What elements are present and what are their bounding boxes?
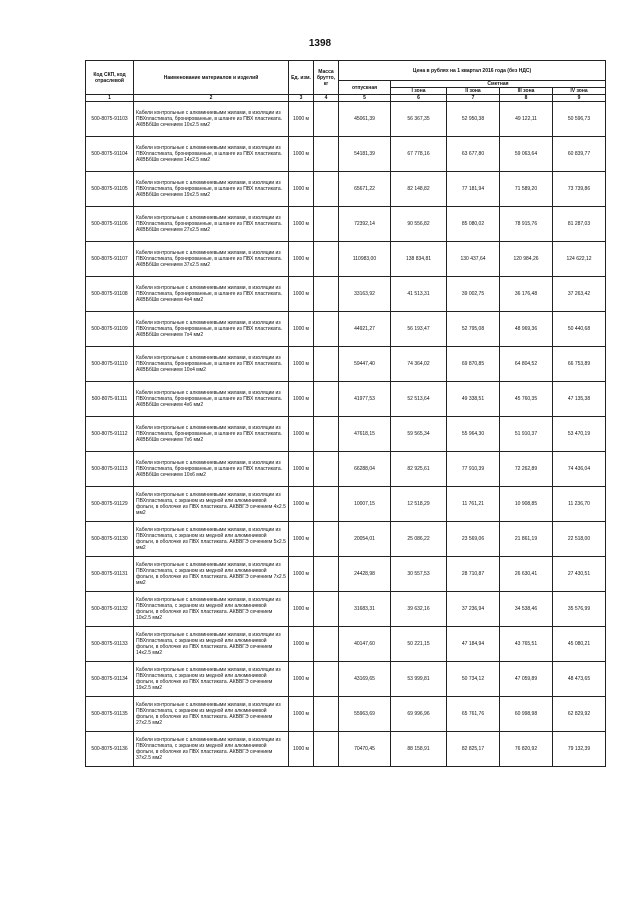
zone-4-price: 62 829,92 <box>553 697 606 732</box>
item-code: 500-8075-91132 <box>86 592 134 627</box>
item-code: 500-8075-91108 <box>86 277 134 312</box>
zone-2-price: 28 710,87 <box>447 557 500 592</box>
column-number: 1 <box>86 95 134 102</box>
zone-3-price: 48 969,36 <box>500 312 553 347</box>
release-price: 24428,98 <box>339 557 391 592</box>
zone-1-price: 50 221,15 <box>391 627 447 662</box>
header-mass: Масса брутто, кг <box>314 61 339 95</box>
unit-of-measure: 1000 м <box>289 662 314 697</box>
item-name: Кабели контрольные с алюминиевыми жилами, в изоляции из ПВХпластиката, бронированные, в шланге из ПВХ пластиката. АКВБбШв сечением 27х2.5 мм2 <box>134 207 289 242</box>
zone-4-price: 35 576,99 <box>553 592 606 627</box>
unit-of-measure: 1000 м <box>289 137 314 172</box>
item-name: Кабели контрольные с алюминиевыми жилами, в изоляции из ПВХпластиката, бронированные, в шланге из ПВХ пластиката. АКВБбШв сечением 10х2.5 мм2 <box>134 102 289 137</box>
zone-2-price: 55 964,30 <box>447 417 500 452</box>
zone-1-price: 69 996,96 <box>391 697 447 732</box>
item-code: 500-8075-91112 <box>86 417 134 452</box>
release-price: 31683,31 <box>339 592 391 627</box>
release-price: 66288,04 <box>339 452 391 487</box>
unit-of-measure: 1000 м <box>289 592 314 627</box>
gross-mass <box>314 102 339 137</box>
item-code: 500-8075-91131 <box>86 557 134 592</box>
zone-4-price: 48 473,65 <box>553 662 606 697</box>
zone-3-price: 64 804,52 <box>500 347 553 382</box>
gross-mass <box>314 592 339 627</box>
header-name: Наименование материалов и изделий <box>134 61 289 95</box>
zone-1-price: 25 086,22 <box>391 522 447 557</box>
gross-mass <box>314 277 339 312</box>
item-code: 500-8075-91103 <box>86 102 134 137</box>
zone-3-price: 59 063,64 <box>500 137 553 172</box>
unit-of-measure: 1000 м <box>289 417 314 452</box>
zone-3-price: 26 630,41 <box>500 557 553 592</box>
unit-of-measure: 1000 м <box>289 452 314 487</box>
zone-2-price: 11 761,21 <box>447 487 500 522</box>
item-name: Кабели контрольные с алюминиевыми жилами, в изоляции из ПВХпластиката, бронированные, в шланге из ПВХ пластиката. АКВБбШв сечением 4х4 мм2 <box>134 277 289 312</box>
release-price: 44921,27 <box>339 312 391 347</box>
zone-3-price: 21 861,19 <box>500 522 553 557</box>
zone-3-price: 71 589,20 <box>500 172 553 207</box>
zone-1-price: 59 565,34 <box>391 417 447 452</box>
release-price: 20054,01 <box>339 522 391 557</box>
table-row <box>86 487 606 522</box>
item-name: Кабели контрольные с алюминиевыми жилами, в изоляции из ПВХпластиката, с экраном из медной или алюминиевой фольги, в оболочке из ПВХ пластиката. АКВВГЭ сечением 14х2.5 мм2 <box>134 627 289 662</box>
gross-mass <box>314 347 339 382</box>
zone-2-price: 39 002,75 <box>447 277 500 312</box>
table-row <box>86 207 606 242</box>
table-row <box>86 732 606 767</box>
zone-3-price: 60 998,98 <box>500 697 553 732</box>
item-name: Кабели контрольные с алюминиевыми жилами, в изоляции из ПВХпластиката, с экраном из медной или алюминиевой фольги, в оболочке из ПВХ пластиката. АКВВГЭ сечением 27х2.5 мм2 <box>134 697 289 732</box>
zone-1-price: 53 999,81 <box>391 662 447 697</box>
zone-4-price: 66 753,89 <box>553 347 606 382</box>
zone-1-price: 82 148,82 <box>391 172 447 207</box>
item-code: 500-8075-91110 <box>86 347 134 382</box>
table-row <box>86 417 606 452</box>
zone-2-price: 77 910,39 <box>447 452 500 487</box>
zone-4-price: 50 440,68 <box>553 312 606 347</box>
zone-1-price: 138 834,81 <box>391 242 447 277</box>
gross-mass <box>314 452 339 487</box>
gross-mass <box>314 627 339 662</box>
table-body <box>86 102 606 767</box>
header-price-title: Цена в рублях на 1 квартал 2016 года (без НДС) <box>339 61 606 81</box>
zone-3-price: 51 910,37 <box>500 417 553 452</box>
gross-mass <box>314 522 339 557</box>
table-row <box>86 102 606 137</box>
zone-3-price: 47 059,89 <box>500 662 553 697</box>
gross-mass <box>314 312 339 347</box>
item-code: 500-8075-91133 <box>86 627 134 662</box>
item-name: Кабели контрольные с алюминиевыми жилами, в изоляции из ПВХпластиката, с экраном из медной или алюминиевой фольги, в оболочке из ПВХ пластиката. АКВВГЭ сечением 37х2.5 мм2 <box>134 732 289 767</box>
item-name: Кабели контрольные с алюминиевыми жилами, в изоляции из ПВХпластиката, бронированные, в шланге из ПВХ пластиката. АКВБбШв сечением 4х6 мм2 <box>134 382 289 417</box>
unit-of-measure: 1000 м <box>289 347 314 382</box>
zone-1-price: 82 925,61 <box>391 452 447 487</box>
table-row <box>86 592 606 627</box>
zone-3-price: 78 915,76 <box>500 207 553 242</box>
column-number: 4 <box>314 95 339 102</box>
item-name: Кабели контрольные с алюминиевыми жилами, в изоляции из ПВХпластиката, с экраном из медной или алюминиевой фольги, в оболочке из ПВХ пластиката. АКВВГЭ сечением 4х2.5 мм2 <box>134 487 289 522</box>
gross-mass <box>314 487 339 522</box>
zone-2-price: 85 080,02 <box>447 207 500 242</box>
header-zone-2: II зона <box>447 88 500 95</box>
unit-of-measure: 1000 м <box>289 697 314 732</box>
unit-of-measure: 1000 м <box>289 207 314 242</box>
unit-of-measure: 1000 м <box>289 382 314 417</box>
zone-2-price: 52 795,08 <box>447 312 500 347</box>
zone-3-price: 36 176,48 <box>500 277 553 312</box>
column-number: 2 <box>134 95 289 102</box>
gross-mass <box>314 417 339 452</box>
release-price: 65671,22 <box>339 172 391 207</box>
unit-of-measure: 1000 м <box>289 277 314 312</box>
unit-of-measure: 1000 м <box>289 627 314 662</box>
unit-of-measure: 1000 м <box>289 557 314 592</box>
zone-1-price: 56 367,35 <box>391 102 447 137</box>
table-row <box>86 382 606 417</box>
table-row <box>86 312 606 347</box>
gross-mass <box>314 382 339 417</box>
table-row <box>86 172 606 207</box>
item-name: Кабели контрольные с алюминиевыми жилами, в изоляции из ПВХпластиката, бронированные, в шланге из ПВХ пластиката. АКВБбШв сечением 10х4 мм2 <box>134 347 289 382</box>
release-price: 10007,15 <box>339 487 391 522</box>
zone-4-price: 81 287,03 <box>553 207 606 242</box>
zone-3-price: 120 984,26 <box>500 242 553 277</box>
zone-2-price: 37 236,94 <box>447 592 500 627</box>
table-row <box>86 697 606 732</box>
item-code: 500-8075-91113 <box>86 452 134 487</box>
release-price: 54181,39 <box>339 137 391 172</box>
zone-2-price: 63 677,80 <box>447 137 500 172</box>
column-number: 8 <box>500 95 553 102</box>
zone-3-price: 43 765,51 <box>500 627 553 662</box>
header-zone-1: I зона <box>391 88 447 95</box>
item-code: 500-8075-91111 <box>86 382 134 417</box>
zone-1-price: 30 557,53 <box>391 557 447 592</box>
table-row <box>86 522 606 557</box>
header-code: Код СКП, код отраслевой <box>86 61 134 95</box>
gross-mass <box>314 732 339 767</box>
item-code: 500-8075-91106 <box>86 207 134 242</box>
zone-3-price: 49 122,11 <box>500 102 553 137</box>
zone-1-price: 39 632,16 <box>391 592 447 627</box>
zone-4-price: 60 839,77 <box>553 137 606 172</box>
unit-of-measure: 1000 м <box>289 312 314 347</box>
release-price: 110983,00 <box>339 242 391 277</box>
zone-3-price: 10 908,85 <box>500 487 553 522</box>
zone-4-price: 53 470,19 <box>553 417 606 452</box>
column-number: 9 <box>553 95 606 102</box>
zone-1-price: 52 513,64 <box>391 382 447 417</box>
zone-2-price: 130 437,64 <box>447 242 500 277</box>
release-price: 40147,60 <box>339 627 391 662</box>
zone-4-price: 79 132,39 <box>553 732 606 767</box>
zone-1-price: 67 778,16 <box>391 137 447 172</box>
zone-2-price: 23 569,06 <box>447 522 500 557</box>
zone-2-price: 52 950,38 <box>447 102 500 137</box>
gross-mass <box>314 137 339 172</box>
zone-3-price: 72 262,89 <box>500 452 553 487</box>
zone-2-price: 82 825,17 <box>447 732 500 767</box>
zone-4-price: 22 518,00 <box>553 522 606 557</box>
column-number: 5 <box>339 95 391 102</box>
release-price: 47618,15 <box>339 417 391 452</box>
item-name: Кабели контрольные с алюминиевыми жилами, в изоляции из ПВХпластиката, с экраном из медной или алюминиевой фольги, в оболочке из ПВХ пластиката. АКВВГЭ сечением 19х2.5 мм2 <box>134 662 289 697</box>
table-row <box>86 452 606 487</box>
table-row <box>86 137 606 172</box>
zone-1-price: 88 158,91 <box>391 732 447 767</box>
table-header <box>86 61 606 102</box>
unit-of-measure: 1000 м <box>289 242 314 277</box>
item-code: 500-8075-91107 <box>86 242 134 277</box>
item-name: Кабели контрольные с алюминиевыми жилами, в изоляции из ПВХпластиката, бронированные, в шланге из ПВХ пластиката. АКВБбШв сечением 14х2.5 мм2 <box>134 137 289 172</box>
header-zone-4: IV зона <box>553 88 606 95</box>
table-row <box>86 627 606 662</box>
gross-mass <box>314 697 339 732</box>
item-code: 500-8075-91104 <box>86 137 134 172</box>
table-row <box>86 242 606 277</box>
zone-4-price: 37 263,42 <box>553 277 606 312</box>
zone-4-price: 11 236,70 <box>553 487 606 522</box>
release-price: 72392,14 <box>339 207 391 242</box>
zone-3-price: 76 820,92 <box>500 732 553 767</box>
zone-1-price: 74 364,02 <box>391 347 447 382</box>
item-name: Кабели контрольные с алюминиевыми жилами, в изоляции из ПВХпластиката, с экраном из медной или алюминиевой фольги, в оболочке из ПВХ пластиката. АКВВГЭ сечением 10х2.5 мм2 <box>134 592 289 627</box>
item-name: Кабели контрольные с алюминиевыми жилами, в изоляции из ПВХпластиката, бронированные, в шланге из ПВХ пластиката. АКВБбШв сечением 7х4 мм2 <box>134 312 289 347</box>
gross-mass <box>314 172 339 207</box>
item-name: Кабели контрольные с алюминиевыми жилами, в изоляции из ПВХпластиката, бронированные, в шланге из ПВХ пластиката. АКВБбШв сечением 37х2.5 мм2 <box>134 242 289 277</box>
unit-of-measure: 1000 м <box>289 732 314 767</box>
column-number: 3 <box>289 95 314 102</box>
zone-4-price: 45 080,21 <box>553 627 606 662</box>
zone-4-price: 74 436,04 <box>553 452 606 487</box>
item-code: 500-8075-91136 <box>86 732 134 767</box>
zone-4-price: 47 135,38 <box>553 382 606 417</box>
table-row <box>86 277 606 312</box>
zone-4-price: 27 430,51 <box>553 557 606 592</box>
page-number: 1398 <box>308 38 332 49</box>
header-release-price: отпускная <box>339 81 391 95</box>
table-row <box>86 347 606 382</box>
header-unit: Ед. изм. <box>289 61 314 95</box>
zone-1-price: 56 193,47 <box>391 312 447 347</box>
item-name: Кабели контрольные с алюминиевыми жилами, в изоляции из ПВХпластиката, бронированные, в шланге из ПВХ пластиката. АКВБбШв сечением 10х6 мм2 <box>134 452 289 487</box>
unit-of-measure: 1000 м <box>289 487 314 522</box>
zone-1-price: 90 556,82 <box>391 207 447 242</box>
release-price: 41977,53 <box>339 382 391 417</box>
zone-4-price: 50 596,73 <box>553 102 606 137</box>
unit-of-measure: 1000 м <box>289 522 314 557</box>
item-name: Кабели контрольные с алюминиевыми жилами, в изоляции из ПВХпластиката, бронированные, в шланге из ПВХ пластиката. АКВБбШв сечением 7х6 мм2 <box>134 417 289 452</box>
zone-2-price: 69 870,85 <box>447 347 500 382</box>
zone-1-price: 41 513,31 <box>391 277 447 312</box>
zone-2-price: 50 734,12 <box>447 662 500 697</box>
release-price: 33163,92 <box>339 277 391 312</box>
header-zone-3: III зона <box>500 88 553 95</box>
release-price: 70470,45 <box>339 732 391 767</box>
zone-2-price: 65 761,76 <box>447 697 500 732</box>
gross-mass <box>314 662 339 697</box>
item-name: Кабели контрольные с алюминиевыми жилами, в изоляции из ПВХпластиката, бронированные, в шланге из ПВХ пластиката. АКВБбШв сечением 19х2.5 мм2 <box>134 172 289 207</box>
zone-3-price: 45 760,35 <box>500 382 553 417</box>
unit-of-measure: 1000 м <box>289 172 314 207</box>
gross-mass <box>314 242 339 277</box>
zone-2-price: 49 338,51 <box>447 382 500 417</box>
column-number: 7 <box>447 95 500 102</box>
zone-1-price: 12 518,29 <box>391 487 447 522</box>
zone-4-price: 73 739,86 <box>553 172 606 207</box>
unit-of-measure: 1000 м <box>289 102 314 137</box>
item-name: Кабели контрольные с алюминиевыми жилами, в изоляции из ПВХпластиката, с экраном из медной или алюминиевой фольги, в оболочке из ПВХ пластиката. АКВВГЭ сечением 5х2.5 мм2 <box>134 522 289 557</box>
column-numbers-row <box>86 95 606 102</box>
price-table <box>85 60 606 767</box>
header-estimate: Сметная <box>391 81 606 88</box>
table-row <box>86 662 606 697</box>
zone-2-price: 77 181,94 <box>447 172 500 207</box>
column-number: 6 <box>391 95 447 102</box>
release-price: 43169,65 <box>339 662 391 697</box>
item-code: 500-8075-91105 <box>86 172 134 207</box>
item-code: 500-8075-91129 <box>86 487 134 522</box>
zone-3-price: 34 538,46 <box>500 592 553 627</box>
release-price: 59447,40 <box>339 347 391 382</box>
table-row <box>86 557 606 592</box>
gross-mass <box>314 557 339 592</box>
item-code: 500-8075-91109 <box>86 312 134 347</box>
release-price: 55963,69 <box>339 697 391 732</box>
item-code: 500-8075-91130 <box>86 522 134 557</box>
gross-mass <box>314 207 339 242</box>
zone-2-price: 47 184,94 <box>447 627 500 662</box>
item-code: 500-8075-91135 <box>86 697 134 732</box>
release-price: 45061,39 <box>339 102 391 137</box>
zone-4-price: 124 622,12 <box>553 242 606 277</box>
item-code: 500-8075-91134 <box>86 662 134 697</box>
item-name: Кабели контрольные с алюминиевыми жилами, в изоляции из ПВХпластиката, с экраном из медной или алюминиевой фольги, в оболочке из ПВХ пластиката. АКВВГЭ сечением 7х2.5 мм2 <box>134 557 289 592</box>
